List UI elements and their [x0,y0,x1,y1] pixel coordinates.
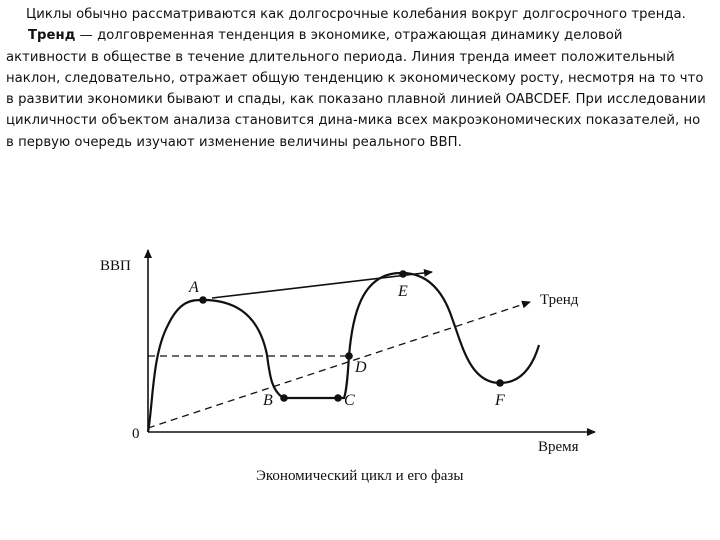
paragraph-1-text: Циклы обычно рассматриваются как долгосрочные колебания вокруг долгосрочного тренда. [26,7,686,22]
trend-line [148,302,530,428]
point-d-label: D [355,359,367,376]
point-e-label: E [398,283,408,300]
trend-term: Тренд [28,28,76,44]
point-f-marker [496,379,504,387]
diagram-caption: Экономический цикл и его фазы [256,468,464,484]
point-a-label: A [189,279,199,296]
point-c-marker [334,394,342,402]
point-e-marker [399,270,407,278]
x-axis-label: Время [538,439,579,455]
point-b-marker [280,394,288,402]
point-c-label: C [344,392,355,409]
point-b-label: B [263,392,273,409]
point-f-label: F [495,392,505,409]
point-a-marker [199,296,207,304]
y-axis-label: ВВП [100,258,131,274]
paragraph-2-text: — долговременная тенденция в экономике, отражающая динамику деловой активности в обществе в течение длительного периода. Линия тренда имеет положительный наклон, следовательно, отражает общую тенденцию к экономическому росту, несмотря на то что в развитии экономики бывают и спады, как показано плавной линией OABCDEF. При исследовании цикличности объектом анализа становится дина-мика всех макроэкономических показателей, но в первую очередь изучают изменение величины реального ВВП. [6,28,706,150]
point-d-marker [345,352,353,360]
trend-label: Тренд [540,292,579,308]
origin-label: 0 [132,426,140,442]
